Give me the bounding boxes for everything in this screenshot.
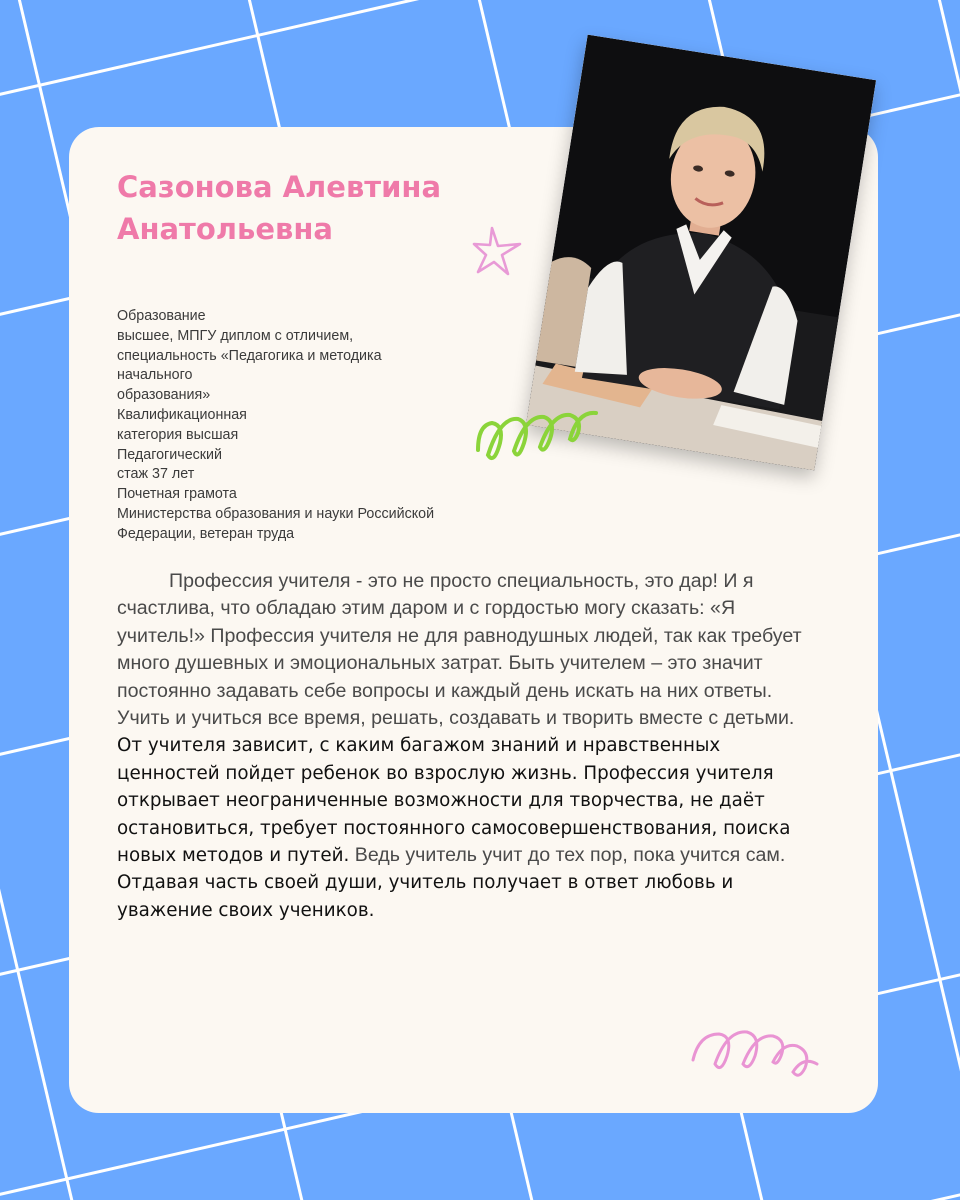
info-line: образования» bbox=[117, 387, 211, 404]
info-line: Почетная грамота bbox=[117, 486, 237, 503]
star-icon bbox=[470, 222, 526, 278]
essay-part-4: Отдавая часть своей души, учитель получает в ответ любовь и уважение своих учеников. bbox=[117, 872, 734, 921]
info-line: категория высшая bbox=[117, 426, 239, 443]
name-line-1: Сазонова Алевтина bbox=[117, 170, 442, 204]
squiggle-decoration-pink bbox=[685, 1020, 825, 1090]
info-line: Федерации, ветеран труда bbox=[117, 525, 295, 542]
essay-paragraph bbox=[117, 568, 817, 924]
essay-part-1: Профессия учителя - это не просто специальность, это дар! И я счастлива, что обладаю этим даром и с гордостью могу сказать: «Я учитель!» Профессия учителя не для равнодушных людей, так как требует много душевных и эмоциональных затрат. Быть учителем – это значит постоянно задавать себе вопросы и каждый день искать на них ответы. Учить и учиться все время, решать, создавать и творить вместе с детьми. bbox=[117, 570, 802, 730]
essay-part-2: От учителя зависит, с каким багажом знаний и нравственных ценностей пойдет ребенок во взрослую жизнь. Профессия учителя открывает неограниченные возможности для творчества, не даёт остановиться, требует постоянного самосовершенствования, поиска новых методов и путей. bbox=[117, 735, 791, 867]
essay-part-3: Ведь учитель учит до тех пор, пока учится сам. bbox=[349, 844, 786, 867]
info-line: специальность «Педагогика и методика bbox=[117, 347, 382, 364]
info-line: Министерства образования и науки Российской bbox=[117, 505, 435, 522]
info-line: Квалификационная bbox=[117, 406, 247, 423]
name-line-2: Анатольевна bbox=[117, 212, 333, 246]
info-line: Образование bbox=[117, 308, 206, 324]
info-line: начального bbox=[117, 367, 193, 384]
info-block bbox=[117, 307, 517, 545]
info-line: Педагогический bbox=[117, 446, 223, 463]
info-line: стаж 37 лет bbox=[117, 466, 195, 483]
info-line: высшее, МПГУ диплом с отличием, bbox=[117, 327, 354, 344]
